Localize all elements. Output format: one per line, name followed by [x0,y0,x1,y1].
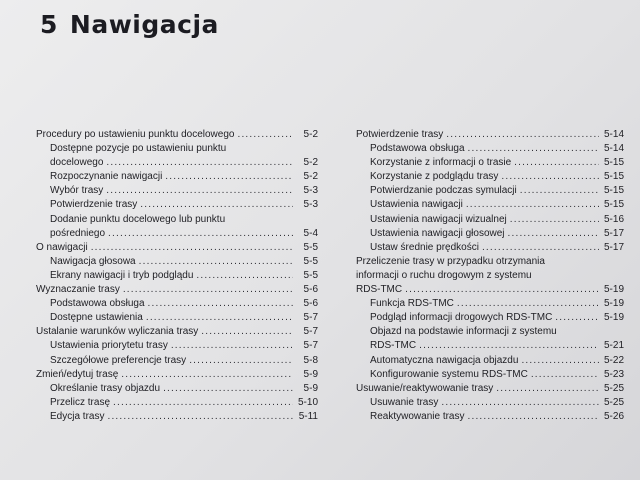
toc-entry-page: 5-15 [603,171,624,183]
toc-entry-title: Dostępne ustawienia [50,312,143,324]
dot-leader [201,325,293,339]
toc-entry-row [370,170,624,184]
dot-leader [521,354,599,368]
toc-entry-row [370,198,624,212]
toc-entry-page: 5-15 [603,199,624,211]
dot-leader [405,283,599,297]
dot-leader [196,269,293,283]
toc-entry-row [50,339,318,353]
toc-entry-title: Szczegółowe preferencje trasy [50,354,187,366]
dot-leader [482,241,599,255]
toc-entry-row [50,410,318,424]
toc-entry-page: 5-3 [303,185,318,197]
toc-entry-page: 5-17 [603,227,624,239]
toc-entry-title-line: Przeliczenie trasy w przypadku otrzymania [356,255,545,267]
toc-entry-page: 5-15 [603,185,624,197]
toc-entry[interactable] [356,156,624,170]
dot-leader [457,297,599,311]
toc-entry-title: Automatyczna nawigacja objazdu [370,354,519,366]
toc-entry[interactable] [36,241,318,255]
toc-entry-title: Podgląd informacji drogowych RDS-TMC [370,312,553,324]
toc-entry-page: 5-2 [303,171,318,183]
toc-entry-title: Potwierdzenie trasy [356,129,444,140]
toc-entry-page: 5-7 [303,326,318,338]
toc-entry-row [370,339,624,353]
toc-entry-title: Określanie trasy objazdu [50,382,161,394]
toc-entry-row [370,184,624,198]
toc-entry-title: O nawigacji [36,241,88,253]
toc-entry[interactable] [36,142,318,170]
toc-entry-title: Ekrany nawigacji i tryb podglądu [50,269,194,281]
toc-entry-title: Przelicz trasę [50,396,111,408]
toc-entry-page: 5-4 [303,227,318,239]
toc-entry-title: Ustawienia nawigacji wizualnej [370,213,507,225]
toc-entry-page: 5-23 [603,368,624,380]
dot-leader [419,339,599,353]
toc-entry-page: 5-14 [603,143,624,155]
toc-entry-title: RDS-TMC [370,340,417,352]
toc-entry[interactable] [356,255,624,297]
toc-entry[interactable] [36,368,318,382]
toc-entry-row [50,255,318,269]
toc-entry-row [50,184,318,198]
toc-entry-row [50,227,318,241]
toc-entry-page: 5-26 [603,410,624,422]
toc-entry-title: Wybór trasy [50,185,104,197]
dot-leader [121,368,293,382]
dot-leader [520,184,599,198]
toc-entry[interactable] [36,396,318,410]
toc-entry-row [370,311,624,325]
toc-entry[interactable] [36,297,318,311]
toc-entry[interactable] [36,128,318,142]
toc-entry-page: 5-9 [303,368,318,380]
toc-entry-title: Usuwanie trasy [370,396,439,408]
toc-entry[interactable] [356,410,624,424]
toc-entry-title: Nawigacja głosowa [50,255,136,267]
toc-entry-page: 5-16 [603,213,624,225]
dot-leader [123,283,293,297]
toc-entry-page: 5-19 [603,284,624,296]
dot-leader [510,213,599,227]
toc-entry-page: 5-7 [303,340,318,352]
toc-entry-title: Konfigurowanie systemu RDS-TMC [370,368,528,380]
dot-leader [171,339,293,353]
dot-leader [148,297,293,311]
toc-entry-title: Ustawienia priorytetu trasy [50,340,168,352]
dot-leader [140,198,293,212]
toc-entry[interactable] [356,198,624,212]
toc-entry[interactable] [356,311,624,325]
toc-entry-row [370,227,624,241]
toc-entry-title: Ustalanie warunków wyliczania trasy [36,326,199,338]
toc-entry-page: 5-2 [303,157,318,169]
toc-entry-row [356,128,624,142]
toc-entry-title-line: Objazd na podstawie informacji z systemu [370,326,557,338]
dot-leader [237,128,293,142]
toc-entry-page: 5-6 [303,284,318,296]
toc-entry-title: Edycja trasy [50,410,105,422]
dot-leader [106,184,293,198]
toc-entry-title: Procedury po ustawieniu punktu docelowego [36,129,235,140]
toc-entry-title: RDS-TMC [356,284,403,296]
toc-entry[interactable] [356,382,624,396]
toc-entry-row [370,213,624,227]
toc-entry-page: 5-17 [603,241,624,253]
toc-entry[interactable] [36,269,318,283]
toc-entry-title: Korzystanie z informacji o trasie [370,157,512,169]
toc-entry[interactable] [36,325,318,339]
dot-leader [113,396,293,410]
toc-entry-row [50,269,318,283]
dot-leader [146,311,293,325]
toc-entry[interactable] [356,325,624,353]
toc-entry-row [370,241,624,255]
toc-entry-row [36,241,318,255]
toc-entry-page: 5-5 [303,241,318,253]
toc-entry[interactable] [36,354,318,368]
toc-entry-page: 5-10 [297,396,318,408]
toc-entry-page: 5-5 [303,255,318,267]
dot-leader [466,198,599,212]
toc-entry-row [50,396,318,410]
toc-entry-title: Rozpoczynanie nawigacji [50,171,163,183]
dot-leader [441,396,599,410]
toc-right-column [356,128,624,424]
toc-entry[interactable] [36,170,318,184]
toc-entry-title: pośredniego [50,227,106,239]
toc-entry-page: 5-19 [603,312,624,324]
toc-left-column [36,128,318,424]
toc-entry-page: 5-11 [298,410,318,422]
toc-entry-title: Reaktywowanie trasy [370,410,465,422]
toc-entry[interactable] [356,354,624,368]
dot-leader [108,227,293,241]
toc-entry-page: 5-8 [303,354,318,366]
toc-entry-page: 5-14 [603,129,624,140]
toc-entry[interactable] [356,213,624,227]
toc-entry-row [50,354,318,368]
toc-entry-page: 5-2 [303,129,318,140]
toc-entry[interactable] [36,213,318,241]
toc-entry-page: 5-15 [603,157,624,169]
toc-entry-row [36,325,318,339]
toc-entry-title: Usuwanie/reaktywowanie trasy [356,382,494,394]
toc-entry-row [50,382,318,396]
dot-leader [508,227,599,241]
toc-entry-page: 5-19 [603,298,624,310]
toc-entry-row [370,410,624,424]
dot-leader [91,241,293,255]
toc-entry-page: 5-25 [603,382,624,394]
chapter-number: 5 [40,10,58,39]
toc-entry-title: Potwierdzanie podczas symulacji [370,185,517,197]
toc-entry-row [370,142,624,156]
toc-entry-title-line: Dodanie punktu docelowego lub punktu [50,213,226,225]
toc-entry-row [370,368,624,382]
dot-leader [107,410,293,424]
toc-entry-page: 5-7 [303,312,318,324]
toc-entry[interactable] [36,311,318,325]
dot-leader [531,368,599,382]
toc-entry-title: Ustawienia nawigacji głosowej [370,227,505,239]
dot-leader [189,354,293,368]
dot-leader [467,410,599,424]
toc-entry-title: Podstawowa obsługa [50,298,145,310]
dot-leader [106,156,293,170]
toc-entry-title: Korzystanie z podglądu trasy [370,171,499,183]
dot-leader [514,156,599,170]
dot-leader [165,170,293,184]
toc-entry[interactable] [36,339,318,353]
toc-entry[interactable] [356,396,624,410]
toc-entry-row [36,368,318,382]
toc-entry-row [50,198,318,212]
toc-entry-row [50,297,318,311]
toc-entry[interactable] [356,241,624,255]
dot-leader [501,170,599,184]
toc-entry-row [36,128,318,142]
toc-entry-page: 5-5 [303,269,318,281]
toc-entry[interactable] [36,382,318,396]
toc-entry[interactable] [36,410,318,424]
toc-entry-page: 5-9 [303,382,318,394]
toc-entry-page: 5-25 [603,396,624,408]
toc-entry-page: 5-21 [603,340,624,352]
toc-entry-row [370,354,624,368]
toc-entry-row [356,283,624,297]
toc-entry[interactable] [356,170,624,184]
toc-entry-row [370,297,624,311]
toc-entry-title-line: informacji o ruchu drogowym z systemu [356,269,532,281]
chapter-title: Nawigacja [69,10,219,39]
toc-entry-title: Funkcja RDS-TMC [370,298,454,310]
toc-entry-title: Ustawienia nawigacji [370,199,463,211]
bleed-through-text [520,6,630,26]
toc-entry[interactable] [36,255,318,269]
toc-entry[interactable] [356,227,624,241]
toc-entry-title-line: Dostępne pozycje po ustawieniu punktu [50,143,227,155]
toc-entry-row [50,170,318,184]
toc-entry-title: Wyznaczanie trasy [36,284,120,296]
toc-entry-title: Potwierdzenie trasy [50,199,138,211]
chapter-heading [40,10,219,39]
toc-entry-page: 5-22 [603,354,624,366]
toc-entry[interactable] [36,198,318,212]
dot-leader [555,311,599,325]
toc-entry[interactable] [36,184,318,198]
toc-entry-title: docelowego [50,157,104,169]
dot-leader [496,382,599,396]
toc-entry-row [36,283,318,297]
dot-leader [446,128,599,142]
toc-entry[interactable] [356,368,624,382]
toc-entry-page: 5-3 [303,199,318,211]
toc-entry-page: 5-6 [303,298,318,310]
toc-entry-row [370,396,624,410]
toc-entry[interactable] [356,128,624,142]
toc-entry[interactable] [36,283,318,297]
toc-entry-row [370,156,624,170]
dot-leader [163,382,293,396]
toc-entry[interactable] [356,184,624,198]
toc-entry[interactable] [356,297,624,311]
dot-leader [139,255,293,269]
toc-entry-row [50,311,318,325]
toc-entry-row [356,382,624,396]
toc-entry-title: Podstawowa obsługa [370,143,465,155]
toc-entry-title: Zmień/edytuj trasę [36,368,119,380]
toc-entry[interactable] [356,142,624,156]
toc-entry-row [50,156,318,170]
toc-entry-title: Ustaw średnie prędkości [370,241,479,253]
dot-leader [468,142,599,156]
